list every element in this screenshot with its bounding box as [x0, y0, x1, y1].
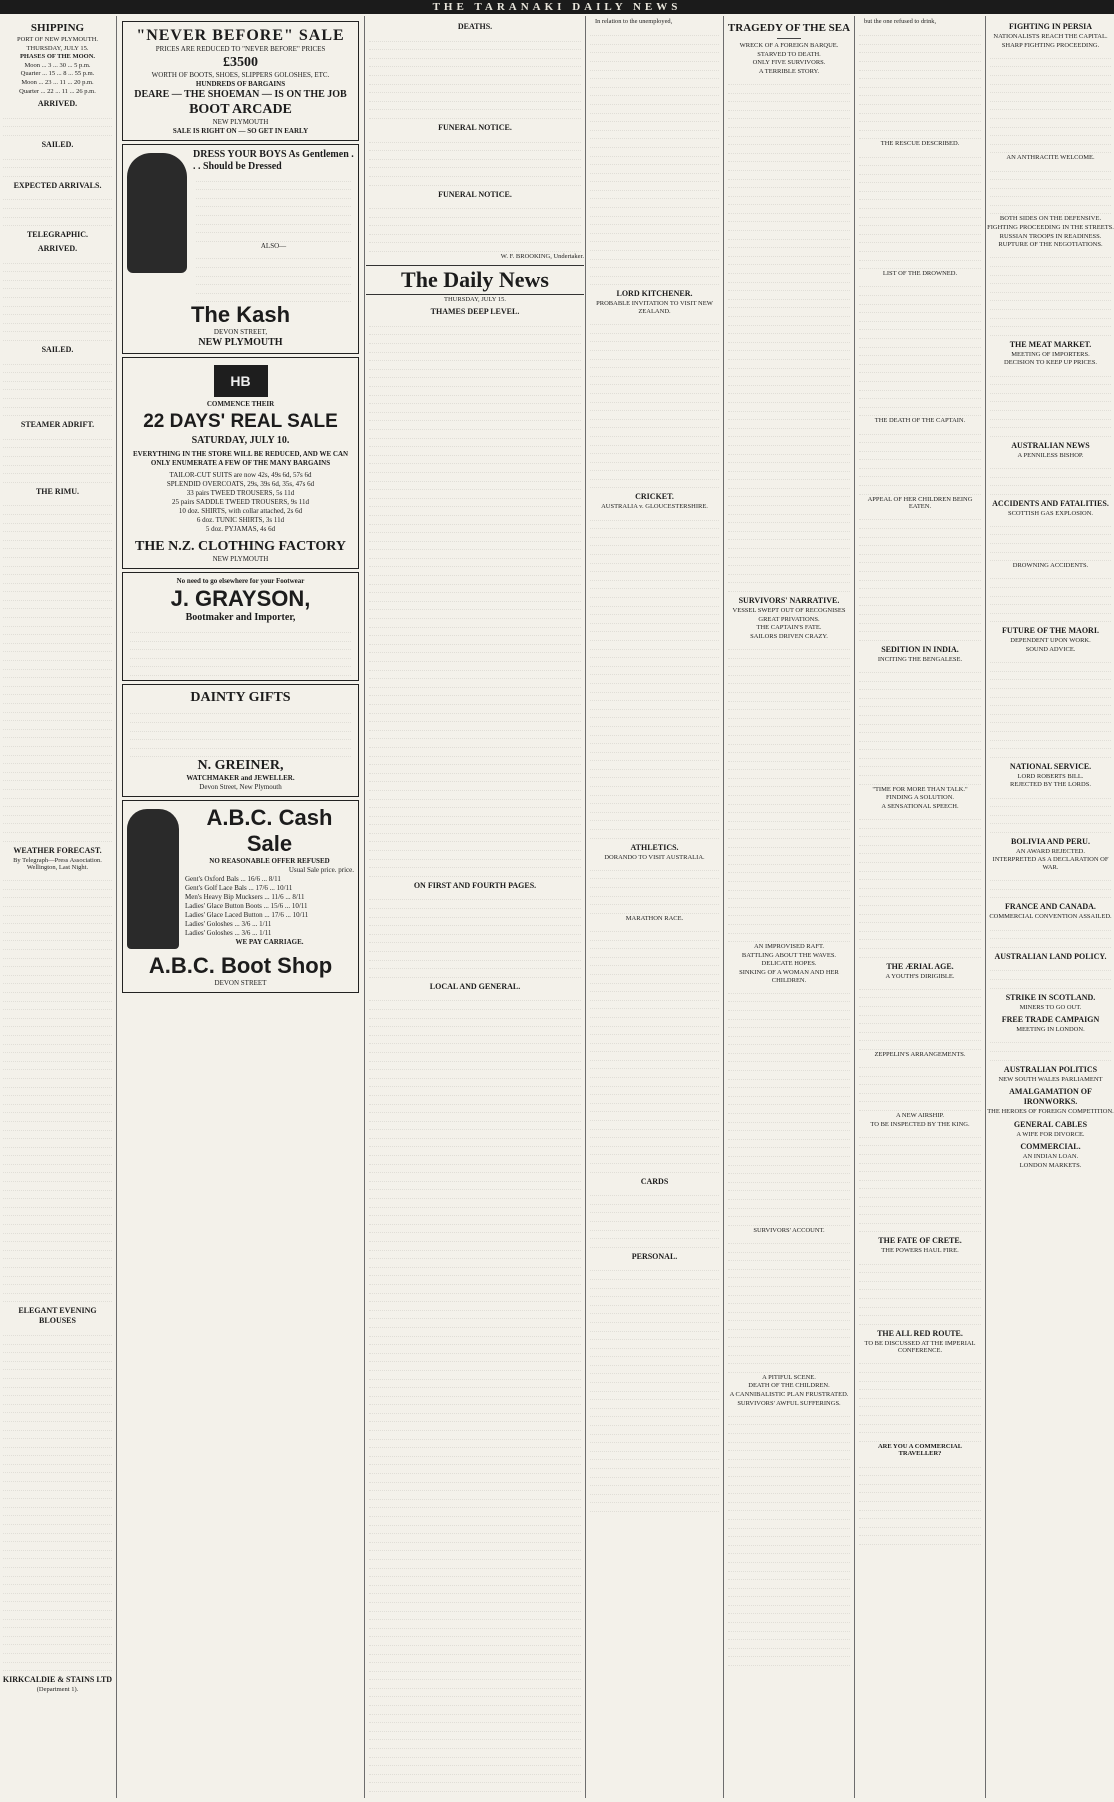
- sub-heading: THE RESCUE DESCRIBED.: [880, 140, 960, 148]
- sub-heading: FIGHTING PROCEEDING IN THE STREETS.: [987, 224, 1114, 232]
- text-block: [193, 173, 354, 242]
- kash-street: DEVON STREET,: [213, 328, 268, 337]
- amalgamation-heading: AMALGAMATION OF IRONWORKS.: [1009, 1087, 1092, 1107]
- text-block: [366, 134, 584, 186]
- sub-heading: SURVIVORS' ACCOUNT.: [753, 1226, 825, 1234]
- sub-heading: ZEPPELIN'S ARRANGEMENTS.: [874, 1050, 966, 1058]
- text-block: [856, 664, 984, 784]
- sub-heading: AN IMPROVISED RAFT.: [753, 943, 825, 951]
- sub-heading: SCOTTISH GAS EXPLOSION.: [1007, 509, 1094, 517]
- moon-row: Quarter ... 15 ... 8 ... 55 p.m.: [20, 70, 95, 78]
- text-block: [987, 368, 1114, 437]
- sub-heading: REJECTED BY THE LORDS.: [1010, 781, 1091, 789]
- sub-heading: INTERPRETED AS A DECLARATION OF WAR.: [992, 856, 1109, 872]
- text-block: [366, 318, 584, 877]
- sedition-heading: SEDITION IN INDIA.: [881, 644, 959, 654]
- text-block: [587, 923, 722, 1172]
- general-cables-heading: GENERAL CABLES: [1013, 1119, 1088, 1129]
- aus-politics-heading: AUSTRALIAN POLITICS: [1003, 1064, 1098, 1074]
- column-news-1: [587, 18, 722, 1796]
- text-block: [987, 460, 1114, 494]
- text-block: [587, 1263, 722, 1512]
- sub-heading: TO BE INSPECTED BY THE KING.: [870, 1120, 970, 1128]
- tragedy-heading: TRAGEDY OF THE SEA: [727, 22, 851, 34]
- text-block: [0, 110, 115, 136]
- greiner-street: Devon Street, New Plymouth: [199, 783, 282, 792]
- sub-heading: A PENNILESS BISHOP.: [1017, 451, 1084, 459]
- text-block: [366, 201, 584, 253]
- abc-price-row: Ladies' Glace Laced Button ... 17/6 ... 10/11: [185, 911, 309, 920]
- sailed-heading: SAILED.: [41, 139, 74, 149]
- accidents-heading: ACCIDENTS AND FATALITIES.: [992, 498, 1109, 508]
- text-block: [0, 431, 115, 483]
- text-block: [987, 571, 1114, 623]
- arrived-heading: ARRIVED.: [37, 99, 78, 109]
- moon-row: Quarter ... 22 ... 11 ... 26 p.m.: [19, 87, 96, 95]
- ad-amount: £3500: [223, 55, 258, 70]
- text-block: [193, 251, 354, 303]
- column-cables: [987, 18, 1114, 1796]
- meat-heading: THE MEAT MARKET.: [1009, 339, 1092, 349]
- sub-heading: THE POWERS HAUL FIRE.: [881, 1247, 959, 1255]
- shipping-heading: SHIPPING: [30, 22, 85, 34]
- sub-heading: A PITIFUL SCENE.: [762, 1373, 816, 1381]
- text-block: [987, 50, 1114, 153]
- sub-heading: BOTH SIDES ON THE DEFENSIVE.: [999, 215, 1102, 223]
- abc-prices-head: Usual Sale price. price.: [288, 866, 354, 875]
- abc-cash: A.B.C. Cash Sale: [206, 805, 333, 857]
- greiner-ad: [122, 684, 359, 798]
- kitchener-heading: LORD KITCHENER.: [616, 289, 693, 299]
- moon-heading: PHASES OF THE MOON.: [19, 53, 96, 61]
- moon-row: Moon ... 3 ... 30 ... 5 p.m.: [24, 61, 91, 69]
- text-block: [856, 811, 984, 957]
- text-block: [856, 426, 984, 495]
- sub-heading: AN INDIAN LOAN.: [1022, 1153, 1079, 1161]
- text-block: [0, 192, 115, 226]
- dorando-sub: DORANDO TO VISIT AUSTRALIA.: [604, 853, 705, 861]
- daily-news-title: The Daily News: [366, 265, 584, 295]
- intro-text: In relation to the unemployed,: [595, 18, 673, 25]
- ad-stock: WORTH OF BOOTS, SHOES, SLIPPERS GOLOSHES, ETC.: [151, 71, 330, 79]
- column-rule: [723, 16, 724, 1798]
- abc-copy: [185, 805, 354, 953]
- moon-row: Moon ... 23 ... 11 ... 20 p.m.: [21, 78, 94, 86]
- never-before-ad: [122, 21, 359, 141]
- column-rule: [985, 16, 986, 1798]
- kitchener-sub: PROBABLE INVITATION TO VISIT NEW ZEALAND.: [596, 300, 713, 315]
- sub-heading: NATIONALISTS REACH THE CAPITAL.: [993, 33, 1108, 40]
- text-block: [856, 1356, 984, 1442]
- sub-heading: THE DEATH OF THE CAPTAIN.: [874, 417, 966, 425]
- hb-item: TAILOR-CUT SUITS are now 42s, 49s 6d, 57s 6d: [169, 471, 312, 480]
- text-block: [127, 624, 354, 676]
- hb-item: 10 doz. SHIRTS, with collar attached, 2s 6d: [178, 507, 303, 516]
- expected-heading: EXPECTED ARRIVALS.: [13, 180, 102, 190]
- sub-heading: SURVIVORS' AWFUL SUFFERINGS.: [737, 1399, 841, 1407]
- sub-heading: ARE YOU A COMMERCIAL TRAVELLER?: [877, 1442, 963, 1458]
- abc-price-row: Ladies' Goloshes ... 3/6 ... 1/11: [185, 920, 272, 929]
- sub-heading: AN AWARD REJECTED.: [1016, 847, 1085, 855]
- nz-title: THE N.Z. CLOTHING FACTORY: [135, 539, 346, 555]
- bolivia-heading: BOLIVIA AND PERU.: [1011, 836, 1090, 846]
- personal-heading: PERSONAL.: [631, 1251, 678, 1261]
- ad-title: "NEVER BEFORE" SALE: [136, 27, 345, 44]
- column-tragedy: [725, 18, 853, 1796]
- kash-top: [127, 149, 354, 302]
- abc-price-row: Ladies' Goloshes ... 3/6 ... 1/11: [185, 929, 272, 938]
- strike-heading: STRIKE IN SCOTLAND.: [1005, 992, 1096, 1002]
- sub-heading: SHARP FIGHTING PROCEEDING.: [1001, 41, 1100, 49]
- text-block: [987, 922, 1114, 948]
- column-rule: [116, 16, 117, 1798]
- rimu-heading: THE RIMU.: [35, 486, 80, 496]
- ad-deare: DEARE — THE SHOEMAN — IS ON THE JOB: [134, 89, 347, 100]
- text-block: [725, 1408, 853, 1666]
- sub-heading: VESSEL SWEPT OUT OF RECOGNISES: [732, 607, 846, 614]
- text-block: [856, 1256, 984, 1325]
- ad-sale: SALE IS RIGHT ON — SO GET IN EARLY: [172, 127, 309, 135]
- sub-heading: A YOUTH'S DIRIGIBLE.: [885, 972, 955, 980]
- narrative-heading: SURVIVORS' NARRATIVE.: [738, 596, 840, 605]
- text-block: [725, 1235, 853, 1373]
- text-block: [987, 873, 1114, 899]
- hb-date: SATURDAY, JULY 10.: [191, 435, 290, 447]
- commercial-heading: COMMERCIAL.: [1020, 1142, 1081, 1152]
- boy-illustration: [127, 153, 187, 273]
- kirkcaldie-heading: KIRKCALDIE & STAINS LTD: [2, 1675, 113, 1685]
- text-block: [0, 356, 115, 416]
- deaths-heading: DEATHS.: [457, 22, 493, 31]
- masthead: THE TARANAKI DAILY NEWS: [0, 0, 1114, 14]
- sub-heading: SOUND ADVICE.: [1025, 646, 1076, 653]
- sub-heading: SAILORS DRIVEN CRAZY.: [750, 632, 828, 640]
- grayson-name: J. GRAYSON,: [170, 586, 311, 612]
- text-block: [0, 498, 115, 842]
- hb-item: 6 doz. TUNIC SHIRTS, 3s 11d: [196, 516, 285, 525]
- hb-item: 5 doz. PYJAMAS, 4s 6d: [205, 525, 276, 534]
- sub-heading: ONLY FIVE SURVIVORS.: [752, 59, 826, 67]
- aerial-heading: THE ÆRIAL AGE.: [886, 961, 954, 971]
- australian-news-heading: AUSTRALIAN NEWS: [1011, 440, 1090, 450]
- hb-logo: HB: [214, 365, 268, 397]
- sub-heading: APPEAL OF HER CHILDREN BEING EATEN.: [867, 495, 973, 511]
- sub-heading: BATTLING ABOUT THE WAVES.: [741, 951, 837, 959]
- sub-heading: DEPENDENT UPON WORK.: [1010, 637, 1091, 645]
- cricket-sub: AUSTRALIA v. GLOUCESTERSHIRE.: [601, 503, 708, 511]
- abc-ad: [122, 800, 359, 993]
- maori-heading: FUTURE OF THE MAORI.: [1002, 626, 1099, 636]
- sub-heading: "TIME FOR MORE THAN TALK.": [872, 785, 968, 793]
- text-block: [987, 518, 1114, 561]
- sub-heading: LIST OF THE DROWNED.: [882, 270, 958, 278]
- text-block: [987, 790, 1114, 833]
- text-block: [856, 28, 984, 140]
- sub-heading: SINKING OF A WOMAN AND HER CHILDREN.: [739, 968, 839, 984]
- hb-commence: COMMENCE THEIR: [206, 400, 275, 409]
- greiner-sub: WATCHMAKER and JEWELLER.: [186, 774, 295, 783]
- kash-np: NEW PLYMOUTH: [198, 337, 283, 349]
- sub-heading: COMMERCIAL CONVENTION ASSAILED.: [989, 913, 1112, 921]
- text-block: [987, 655, 1114, 758]
- weather-heading: WEATHER FORECAST.: [13, 845, 102, 855]
- column-news-2: [856, 18, 984, 1796]
- hb-item: SPLENDID OVERCOATS, 29s, 39s 6d, 35s, 47s 6d: [166, 480, 315, 489]
- sub-heading: A NEW AIRSHIP.: [895, 1112, 945, 1120]
- ad-np: NEW PLYMOUTH: [212, 118, 269, 126]
- abc-pay: WE PAY CARRIAGE.: [235, 938, 304, 947]
- sub-heading: MEETING OF IMPORTERS.: [1011, 350, 1090, 358]
- text-block: [856, 512, 984, 641]
- abc-refused: NO REASONABLE OFFER REFUSED: [209, 857, 330, 866]
- text-block: [987, 250, 1114, 336]
- thames-heading: THAMES DEEP LEVEL.: [430, 307, 520, 317]
- sub-heading: LORD ROBERTS BILL.: [1017, 772, 1084, 780]
- blouses-heading: ELEGANT EVENING BLOUSES: [18, 1306, 97, 1326]
- sub-heading: TO BE DISCUSSED AT THE IMPERIAL CONFERENCE.: [864, 1339, 976, 1355]
- column-rule: [585, 16, 586, 1798]
- abc-price-row: Ladies' Glace Button Boots ... 15/6 ... 10/11: [185, 902, 308, 911]
- hb-item: 25 pairs SADDLE TWEED TROUSERS, 9s 11d: [172, 498, 309, 507]
- sub-heading: NEW SOUTH WALES PARLIAMENT: [998, 1075, 1103, 1083]
- sub-heading: THE HEROES OF FOREIGN COMPETITION.: [987, 1108, 1114, 1116]
- sub-heading: THE CAPTAIN'S FATE.: [756, 624, 822, 632]
- cards-heading: CARDS: [640, 1176, 669, 1186]
- kash-ad: [122, 144, 359, 354]
- sub-heading: LONDON MARKETS.: [1019, 1161, 1082, 1169]
- text-block: [587, 28, 722, 286]
- text-block: [0, 873, 115, 1303]
- undertaker: W. F. BROOKING, Undertaker.: [500, 253, 584, 261]
- abc-devon: DEVON STREET: [214, 979, 267, 988]
- free-trade-heading: FREE TRADE CAMPAIGN: [1001, 1015, 1100, 1025]
- text-block: [127, 706, 354, 758]
- text-block: [587, 512, 722, 839]
- land-heading: AUSTRALIAN LAND POLICY.: [994, 951, 1107, 961]
- arrived-heading: ARRIVED.: [37, 244, 78, 254]
- steamer-heading: STEAMER ADRIFT.: [20, 420, 95, 430]
- grayson-head: No need to go elsewhere for your Footwear: [176, 577, 305, 586]
- text-block: [987, 963, 1114, 989]
- abc-price-row: Men's Heavy Bip Mucksers ... 11/6 ... 8/11: [185, 893, 305, 902]
- text-block: [366, 993, 584, 1796]
- column-rule: [854, 16, 855, 1798]
- ad-hundreds: HUNDREDS OF BARGAINS: [195, 80, 286, 88]
- abc-price-row: Gent's Oxford Bals ... 16/6 ... 8/11: [185, 875, 281, 884]
- hb-item: 33 pairs TWEED TROUSERS, 5s 11d: [186, 489, 295, 498]
- athletics-heading: ATHLETICS.: [630, 842, 679, 852]
- national-service-heading: NATIONAL SERVICE.: [1009, 761, 1092, 771]
- abc-price-row: Gent's Golf Lace Bals ... 17/6 ... 10/11: [185, 884, 293, 893]
- kash-copy: [193, 149, 354, 302]
- sub-heading: DELICATE HOPES.: [761, 960, 817, 968]
- sub-heading: RUPTURE OF THE NEGOTIATIONS.: [998, 241, 1103, 249]
- sub-heading: STARVED TO DEATH.: [757, 50, 821, 58]
- text-block: [0, 255, 115, 341]
- crete-heading: THE FATE OF CRETE.: [878, 1236, 962, 1246]
- text-block: [0, 1327, 115, 1671]
- port-line: PORT OF NEW PLYMOUTH.: [16, 36, 99, 43]
- intro-text: but the one refused to drink,: [864, 18, 937, 25]
- man-illustration: [127, 809, 179, 949]
- weather-byline: By Telegraph—Press Association. Wellington, Last Night.: [13, 856, 102, 872]
- sub-heading: A WIFE FOR DIVORCE.: [1016, 1130, 1085, 1138]
- boys-also: ALSO—: [260, 241, 287, 250]
- text-block: [987, 1035, 1114, 1061]
- text-block: [0, 151, 115, 177]
- ad-sub: PRICES ARE REDUCED TO "NEVER BEFORE" PRICES: [155, 45, 326, 53]
- sub-heading: INCITING THE BENGALESE.: [877, 655, 963, 663]
- dainty-title: DAINTY GIFTS: [190, 689, 291, 705]
- hb-ad: [122, 357, 359, 569]
- text-block: [366, 892, 584, 978]
- text-block: [856, 1129, 984, 1232]
- sub-heading: DEATH OF THE CHILDREN.: [748, 1382, 830, 1390]
- sub-heading: GREAT PRIVATIONS.: [758, 615, 820, 623]
- column-shipping: [0, 18, 115, 1796]
- local-heading: LOCAL AND GENERAL.: [429, 981, 521, 991]
- persia-heading: FIGHTING IN PERSIA: [1008, 22, 1093, 31]
- sub-heading: A CANNIBALISTIC PLAN FRUSTRATED.: [729, 1391, 849, 1399]
- sub-heading: DECISION TO KEEP UP PRICES.: [1004, 359, 1097, 367]
- text-block: [366, 33, 584, 119]
- funeral-heading: FUNERAL NOTICE.: [438, 189, 512, 199]
- marathon-sub: MARATHON RACE.: [625, 914, 684, 922]
- ad-arcade: BOOT ARCADE: [189, 102, 292, 117]
- text-block: [987, 163, 1114, 215]
- sub-heading: WRECK OF A FOREIGN BARQUE.: [739, 42, 839, 49]
- sub-heading: RUSSIAN TROOPS IN READINESS.: [999, 232, 1102, 240]
- greiner-name: N. GREINER,: [197, 758, 284, 774]
- text-block: [587, 317, 722, 489]
- nz-np: NEW PLYMOUTH: [212, 555, 269, 564]
- cricket-heading: CRICKET.: [635, 492, 674, 502]
- abc-top: [127, 805, 354, 953]
- kirkcaldie-sub: (Department 1).: [36, 1686, 79, 1694]
- hb-sale: 22 DAYS' REAL SALE: [143, 411, 338, 433]
- daily-news-date: THURSDAY, JULY 15.: [444, 295, 506, 303]
- text-block: [856, 1459, 984, 1545]
- sub-heading: A SENSATIONAL SPEECH.: [881, 802, 959, 810]
- column-adverts: [118, 18, 363, 1796]
- funeral-heading: FUNERAL NOTICE.: [438, 122, 512, 132]
- grayson-sub: Bootmaker and Importer,: [185, 612, 296, 624]
- text-block: [725, 76, 853, 592]
- sub-heading: MINERS TO GO OUT.: [1019, 1003, 1082, 1011]
- text-block: [856, 1059, 984, 1111]
- text-block: [725, 985, 853, 1226]
- sub-heading: DROWNING ACCIDENTS.: [1012, 562, 1089, 570]
- hb-everything: EVERYTHING IN THE STORE WILL BE REDUCED, AND WE CAN ONLY ENUMERATE A FEW OF THE MANY BARGAINS: [132, 450, 349, 468]
- kash-name: The Kash: [190, 302, 291, 328]
- boys-title: DRESS YOUR BOYS As Gentlemen . . . Should be Dressed: [193, 149, 354, 172]
- first-fourth-heading: ON FIRST AND FOURTH PAGES.: [413, 880, 537, 890]
- divider: [777, 38, 801, 39]
- text-block: [856, 981, 984, 1050]
- sailed-heading: SAILED.: [41, 345, 74, 355]
- text-block: [725, 641, 853, 942]
- date-line: THURSDAY, JULY 15.: [26, 44, 89, 52]
- france-heading: FRANCE AND CANADA.: [1005, 902, 1096, 912]
- sub-heading: AN ANTHRACITE WELCOME.: [1006, 154, 1095, 162]
- abc-boot: A.B.C. Boot Shop: [148, 953, 333, 979]
- sub-heading: MEETING IN LONDON.: [1016, 1026, 1085, 1034]
- sub-heading: A TERRIBLE STORY.: [758, 67, 820, 75]
- text-block: [587, 1188, 722, 1248]
- column-editorial: [366, 18, 584, 1796]
- telegraphic-heading: TELEGRAPHIC.: [26, 230, 89, 240]
- text-block: [856, 149, 984, 269]
- text-block: [856, 279, 984, 417]
- column-rule: [364, 16, 365, 1798]
- sub-heading: FINDING A SOLUTION.: [885, 794, 955, 802]
- grayson-ad: [122, 572, 359, 681]
- text-block: [587, 862, 722, 914]
- red-route-heading: THE ALL RED ROUTE.: [877, 1328, 963, 1338]
